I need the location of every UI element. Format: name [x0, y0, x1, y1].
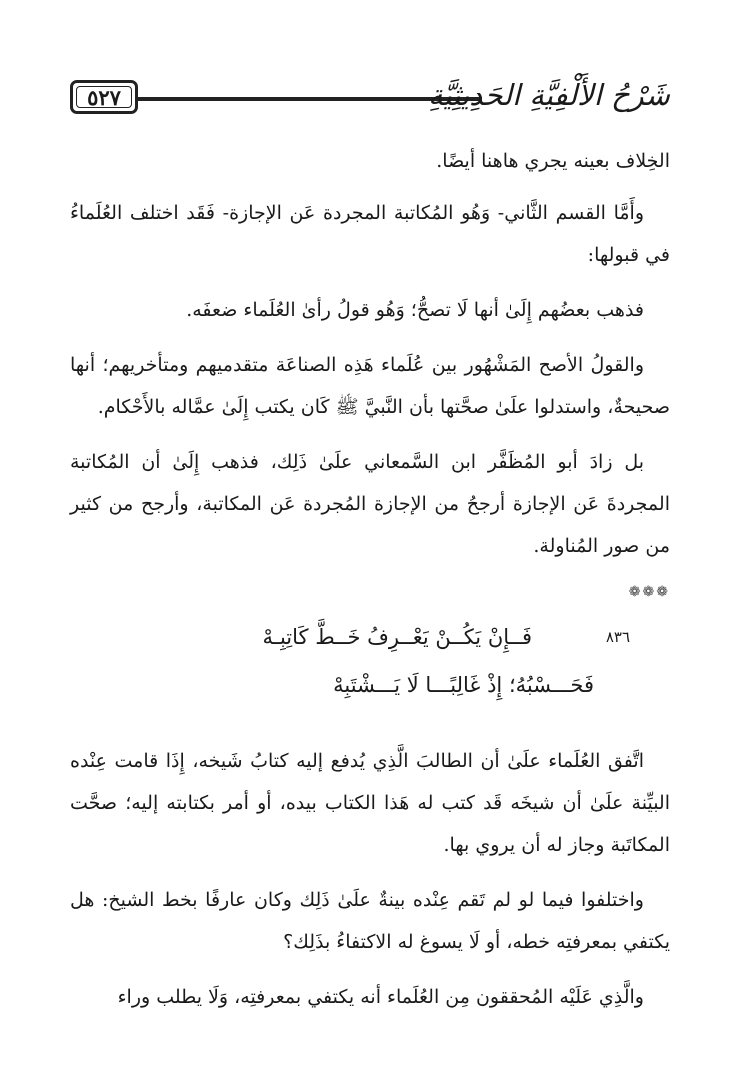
paragraph: والَّذِي عَلَيْه المُحققون مِن العُلَماء أنه يكتفي بمعرفتِه، وَلَا يطلب وراء	[117, 986, 644, 1008]
paragraph: اتَّفق العُلَماء علَىٰ أن الطالبَ الَّذِي يُدفع إليه كتابُ شَيخه، إِذَا قامت عِنْده البيِّنة علَىٰ أن شيخَه قَد كتب له هَذا الكتاب بيده، أو أمر بكتابته إليه؛ صحَّت المكاتَبة وجاز له أن يروي بها.	[70, 750, 670, 856]
verse-hemistich-1: فَــإِنْ يَكُــنْ يَعْــرِفُ خَــطَّ كَاتِبِـهْ	[262, 625, 532, 649]
verse-block	[70, 618, 670, 726]
paragraph: بل زادَ أبو المُظَفَّر ابن السَّمعاني علَىٰ ذَلِك، فذهب إِلَىٰ أن المُكاتبة المجردةَ عَن الإجازة أرجحُ من الإجازة المُجردة عَن المكاتبة، وأرجح من كثير من صور المُناولة.	[70, 451, 670, 557]
paragraph: الخِلاف بعينه يجري هاهنا أيضًا.	[436, 150, 670, 172]
running-title: شَرْحُ الأَلْفِيَّةِ الحَدِيثِيَّةِ	[428, 78, 670, 112]
paragraph: وأَمَّا القسم الثَّاني- وَهُو المُكاتبة المجردة عَن الإجازة- فَقَد اختلف العُلَماءُ في قبولها:	[70, 202, 670, 266]
verse-number: ٨٣٦	[605, 628, 630, 646]
paragraph: فذهب بعضُهم إِلَىٰ أنها لَا تصحُّ؛ وَهُو قولُ رأىٰ العُلَماء ضعفَه.	[186, 299, 644, 321]
verse-hemistich-2: فَحَـــسْبُهُ؛ إِذْ غَالِبًـــا لَا يَـــشْتَبِهْ	[333, 673, 594, 697]
running-header	[70, 68, 670, 128]
page-number: ٥٢٧	[87, 84, 121, 110]
paragraph: واختلفوا فيما لو لم تَقم عِنْده بينةٌ علَىٰ ذَلِك وكان عارفًا بخط الشيخ: هل يكتفي بمعرفتِه خطه، أو لَا يسوغ له الاكتفاءُ بذَلِك؟	[70, 889, 670, 953]
paragraph: والقولُ الأصح المَشْهُور بين عُلَماء هَذِه الصناعَة متقدميهم ومتأخريهم؛ أنها صحيحةٌ، واستدلوا علَىٰ صحَّتها بأن النَّبيَّ ﷺ كَان يكتب إِلَىٰ عمَّاله بالأَحْكام.	[70, 354, 670, 418]
section-divider-ornament: ❁❁❁	[628, 584, 670, 600]
page-number-frame	[70, 80, 138, 114]
body-text	[70, 140, 670, 1031]
